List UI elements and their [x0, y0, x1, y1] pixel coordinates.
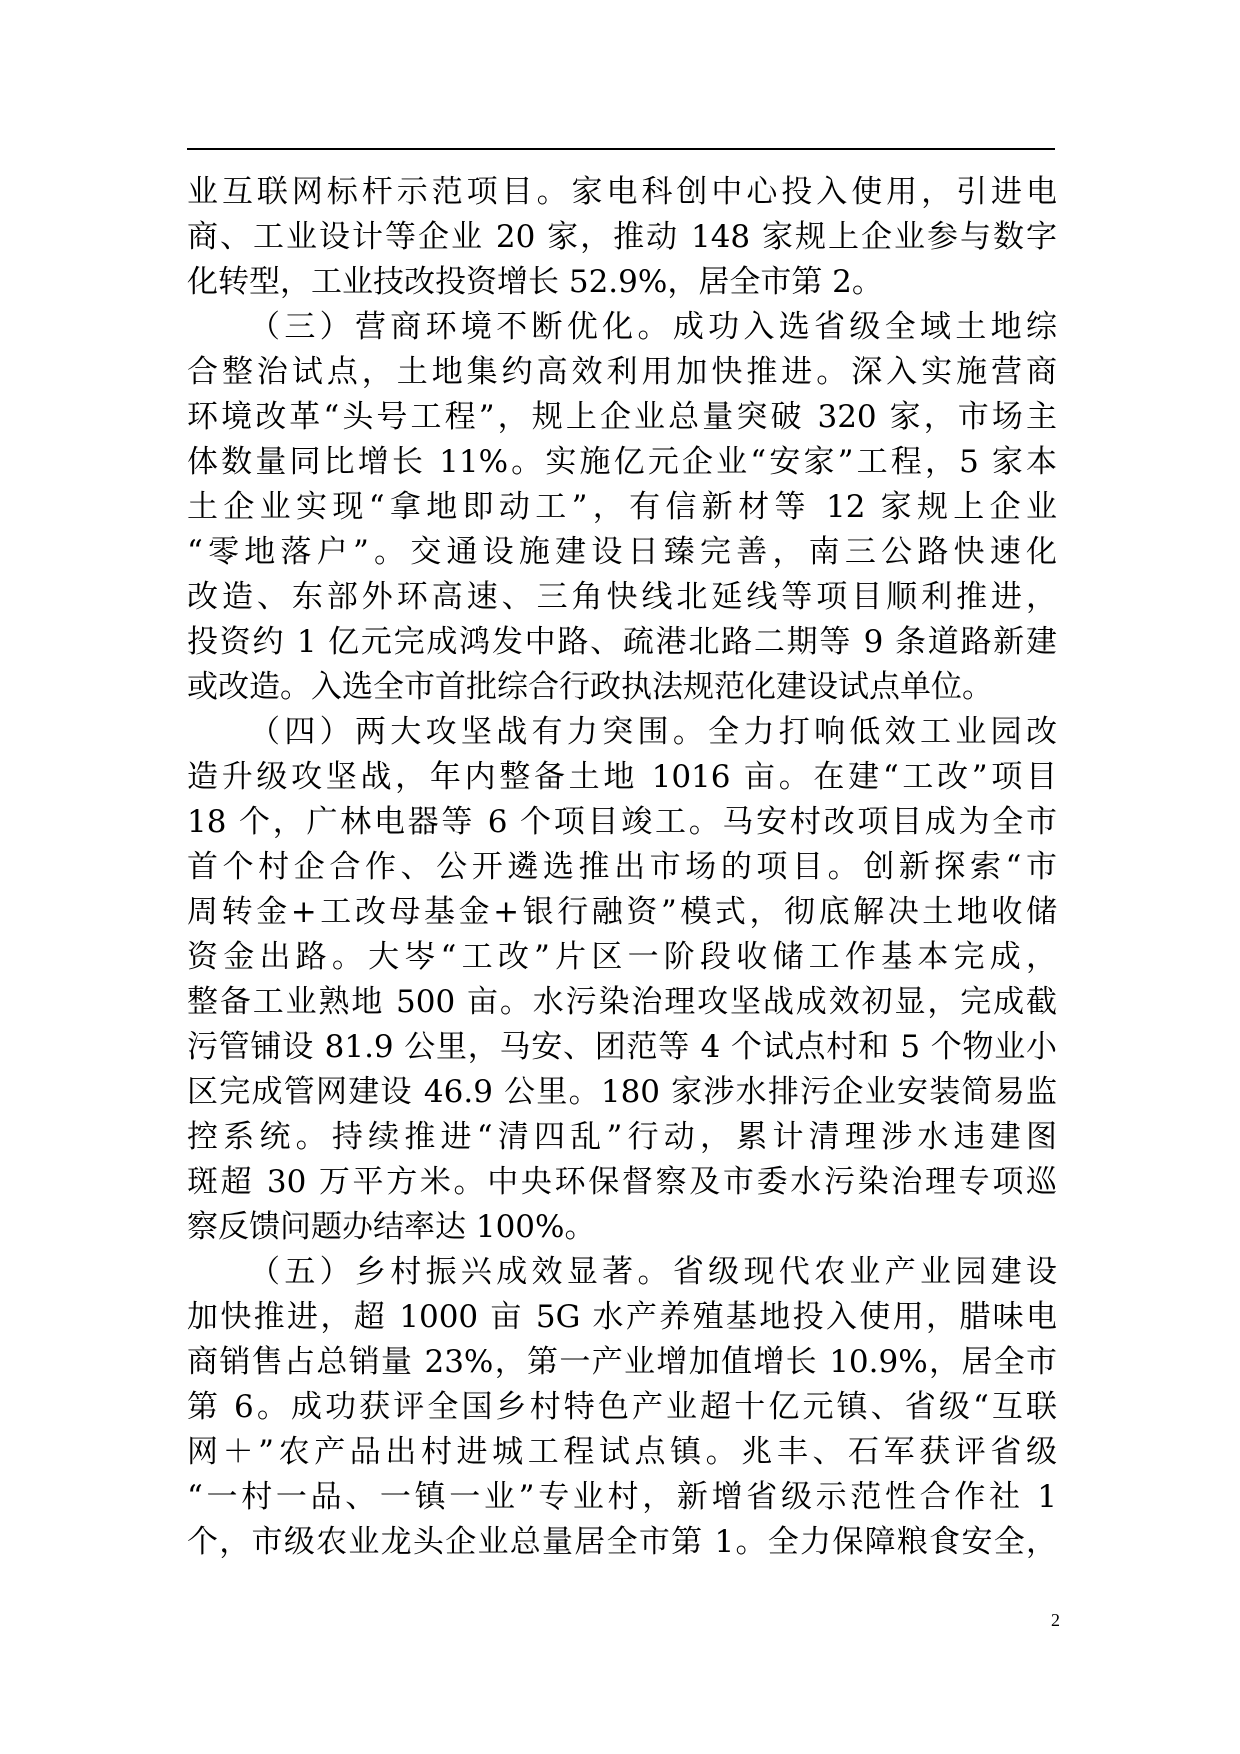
page-number: 2 — [1051, 1610, 1060, 1630]
text-line: 加快推进，超 1000 亩 5G 水产养殖基地投入使用，腊味电 — [187, 1299, 1057, 1335]
text-line: 土企业实现“拿地即动工”，有信新材等 12 家规上企业 — [187, 489, 1057, 525]
text-line: 控系统。持续推进“清四乱”行动，累计清理涉水违建图 — [187, 1119, 1057, 1155]
section-heading-line: （五）乡村振兴成效显著。省级现代农业产业园建设 — [249, 1254, 1057, 1290]
text-line: 第 6。成功获评全国乡村特色产业超十亿元镇、省级“互联 — [187, 1389, 1057, 1425]
text-line: 化转型，工业技改投资增长 52.9%，居全市第 2。 — [187, 264, 883, 300]
text-line: 体数量同比增长 11%。实施亿元企业“安家”工程，5 家本 — [187, 444, 1057, 480]
text-line: 察反馈问题办结率达 100%。 — [187, 1209, 596, 1245]
section-heading-line: （三）营商环境不断优化。成功入选省级全域土地综 — [249, 309, 1057, 345]
text-line: 首个村企合作、公开遴选推出市场的项目。创新探索“市 — [187, 849, 1057, 885]
text-line: 改造、东部外环高速、三角快线北延线等项目顺利推进， — [187, 579, 1057, 615]
text-line: 周转金+工改母基金+银行融资”模式，彻底解决土地收储 — [187, 894, 1057, 930]
text-line: 个，市级农业龙头企业总量居全市第 1。全力保障粮食安全， — [187, 1524, 1057, 1560]
text-line: “零地落户”。交通设施建设日臻完善，南三公路快速化 — [187, 534, 1057, 570]
text-line: 商、工业设计等企业 20 家，推动 148 家规上企业参与数字 — [187, 219, 1057, 255]
text-line: 合整治试点，土地集约高效利用加快推进。深入实施营商 — [187, 354, 1057, 390]
text-line: 资金出路。大岑“工改”片区一阶段收储工作基本完成， — [187, 939, 1057, 975]
text-line: 商销售占总销量 23%，第一产业增加值增长 10.9%，居全市 — [187, 1344, 1057, 1380]
text-line: “一村一品、一镇一业”专业村，新增省级示范性合作社 1 — [187, 1479, 1057, 1515]
text-line: 网＋”农产品出村进城工程试点镇。兆丰、石军获评省级 — [187, 1434, 1057, 1470]
text-line: 业互联网标杆示范项目。家电科创中心投入使用，引进电 — [187, 174, 1057, 210]
text-line: 18 个，广林电器等 6 个项目竣工。马安村改项目成为全市 — [187, 804, 1057, 840]
text-line: 斑超 30 万平方米。中央环保督察及市委水污染治理专项巡 — [187, 1164, 1057, 1200]
text-line: 污管铺设 81.9 公里，马安、团范等 4 个试点村和 5 个物业小 — [187, 1029, 1057, 1065]
header-rule — [187, 148, 1055, 150]
text-line: 投资约 1 亿元完成鸿发中路、疏港北路二期等 9 条道路新建 — [187, 624, 1057, 660]
body-text — [187, 170, 1057, 1565]
text-line: 区完成管网建设 46.9 公里。180 家涉水排污企业安装简易监 — [187, 1074, 1057, 1110]
text-line: 造升级攻坚战，年内整备土地 1016 亩。在建“工改”项目 — [187, 759, 1057, 795]
section-heading-line: （四）两大攻坚战有力突围。全力打响低效工业园改 — [249, 714, 1057, 750]
text-line: 或改造。入选全市首批综合行政执法规范化建设试点单位。 — [187, 669, 993, 705]
text-line: 整备工业熟地 500 亩。水污染治理攻坚战成效初显，完成截 — [187, 984, 1057, 1020]
text-line: 环境改革“头号工程”，规上企业总量突破 320 家，市场主 — [187, 399, 1057, 435]
